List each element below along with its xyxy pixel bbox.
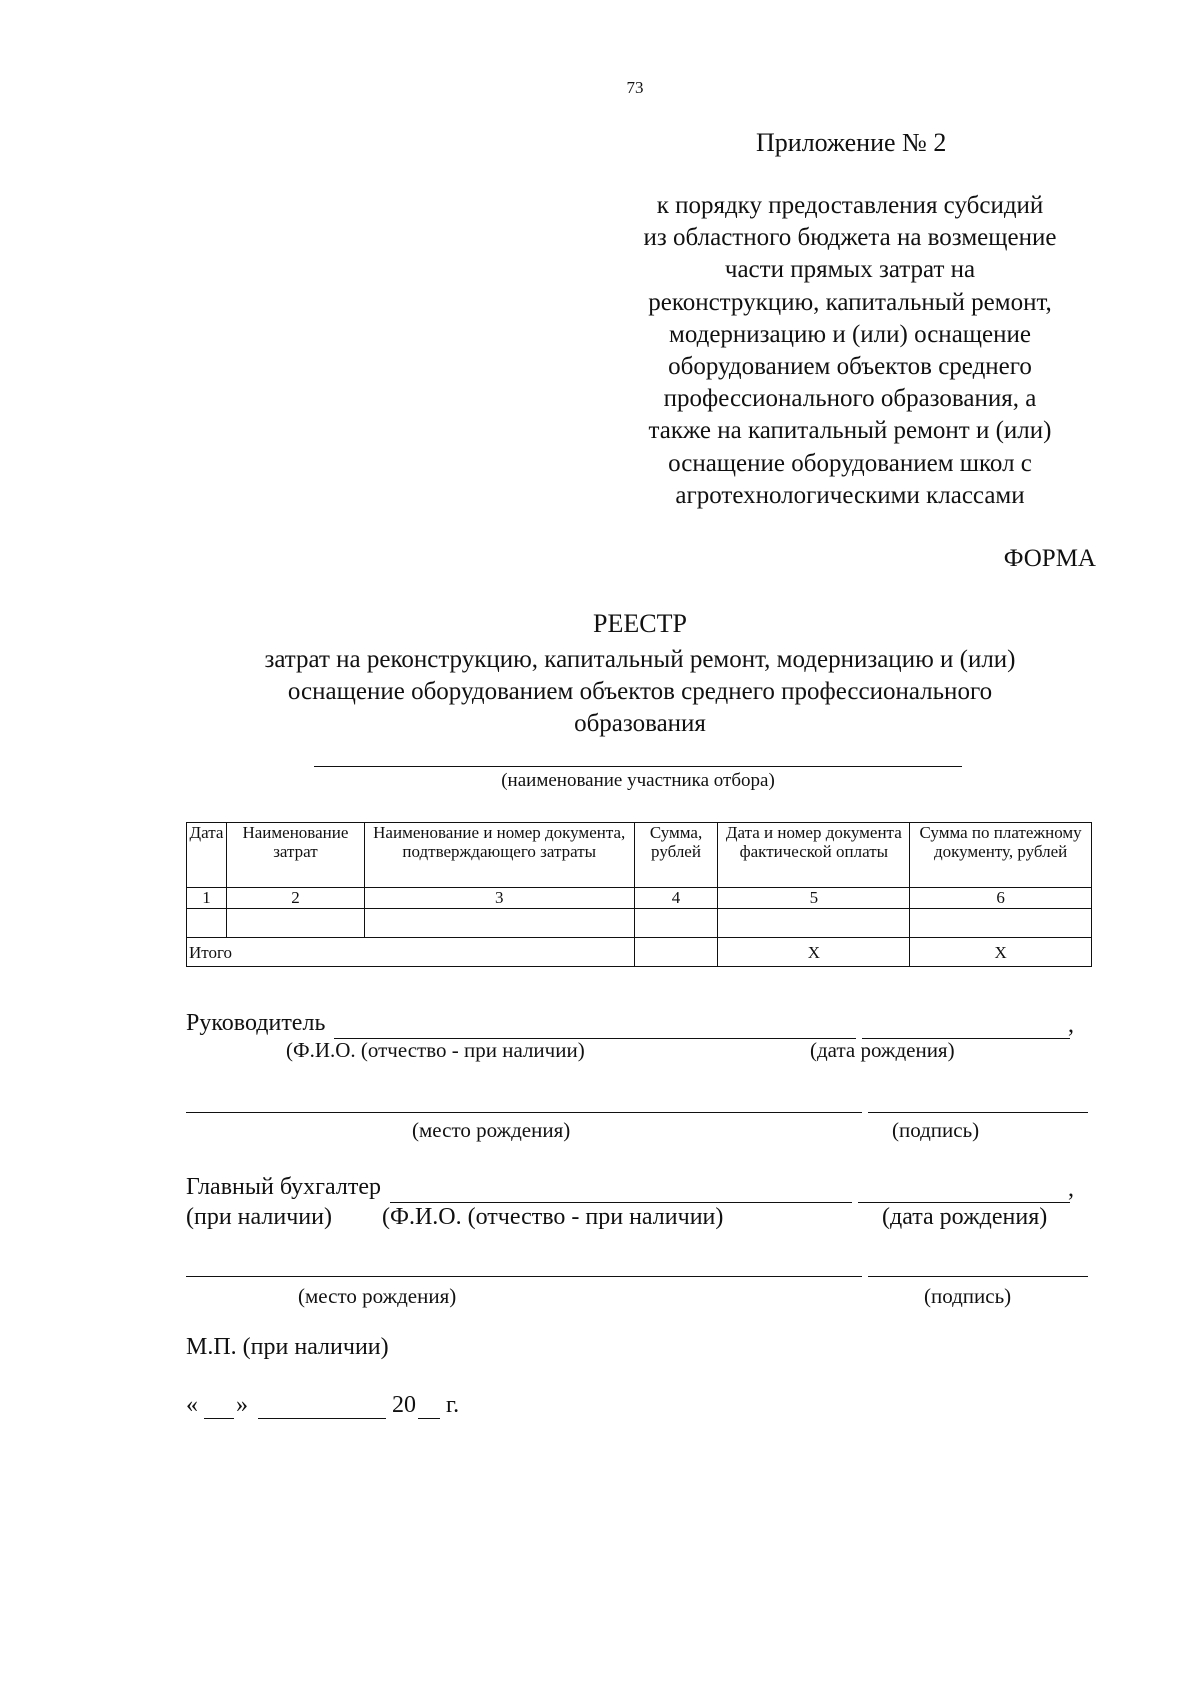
head-comma: ,	[1068, 1012, 1074, 1038]
registry-subtitle-line: образования	[574, 710, 706, 737]
table-cell[interactable]	[634, 909, 718, 938]
head-fio-caption: (Ф.И.О. (отчество - при наличии)	[286, 1038, 585, 1062]
appendix-line: оснащение оборудованием школ с	[668, 449, 1032, 477]
appendix-title: Приложение № 2	[756, 128, 947, 157]
appendix-line: модернизацию и (или) оснащение	[669, 320, 1031, 348]
appendix-line: к порядку предоставления субсидий	[656, 192, 1044, 219]
accountant-fio-caption: (Ф.И.О. (отчество - при наличии)	[382, 1204, 724, 1230]
appendix-description	[600, 190, 1100, 512]
total-payment-doc-cell: Х	[718, 938, 910, 967]
column-number: 6	[910, 888, 1092, 909]
table-cell[interactable]	[187, 909, 227, 938]
appendix-line: оборудованием объектов среднего	[668, 353, 1032, 381]
accountant-signature-line[interactable]	[868, 1276, 1088, 1277]
column-number: 2	[226, 888, 364, 909]
total-label: Итого	[187, 938, 635, 967]
table-total-row	[187, 938, 1092, 967]
registry-title: РЕЕСТР	[593, 609, 687, 638]
page-number: 73	[626, 78, 644, 97]
head-birthplace-caption: (место рождения)	[412, 1118, 571, 1142]
header-payment-amount: Сумма по платежному документу, рублей	[910, 823, 1092, 888]
head-signature-caption: (подпись)	[892, 1118, 980, 1142]
form-label: ФОРМА	[1003, 545, 1096, 572]
accountant-fio-line[interactable]	[390, 1202, 852, 1203]
date-close-quote: »	[236, 1392, 248, 1418]
table-row	[187, 909, 1092, 938]
table-cell[interactable]	[910, 909, 1092, 938]
appendix-line: профессионального образования, а	[663, 385, 1037, 413]
registry-subtitle	[160, 644, 1120, 740]
registry-subtitle-line: оснащение оборудованием объектов среднего профессионального	[287, 678, 993, 705]
participant-name-line[interactable]	[314, 766, 962, 767]
appendix-line: агротехнологическими классами	[675, 481, 1025, 509]
accountant-signature-caption: (подпись)	[924, 1284, 1012, 1308]
registry-table	[186, 822, 1092, 967]
header-document: Наименование и номер документа, подтверждающего затраты	[364, 823, 634, 888]
accountant-comma: ,	[1068, 1176, 1074, 1202]
column-number: 4	[634, 888, 718, 909]
appendix-line: также на капитальный ремонт и (или)	[648, 417, 1052, 445]
total-payment-amount-cell: Х	[910, 938, 1092, 967]
accountant-birthdate-line[interactable]	[858, 1202, 1070, 1203]
head-birthdate-caption: (дата рождения)	[810, 1038, 955, 1062]
total-amount-cell[interactable]	[634, 938, 718, 967]
registry-subtitle-line: затрат на реконструкцию, капитальный ремонт, модернизацию и (или)	[264, 646, 1016, 673]
accountant-optional-caption: (при наличии)	[186, 1204, 332, 1230]
date-open-quote: «	[186, 1392, 198, 1418]
table-cell[interactable]	[718, 909, 910, 938]
accountant-label: Главный бухгалтер	[186, 1174, 381, 1200]
column-number: 3	[364, 888, 634, 909]
accountant-birthplace-line[interactable]	[186, 1276, 862, 1277]
stamp-label: М.П. (при наличии)	[186, 1334, 389, 1360]
header-amount: Сумма, рублей	[634, 823, 718, 888]
head-signature-line[interactable]	[868, 1112, 1088, 1113]
header-date: Дата	[187, 823, 227, 888]
table-cell[interactable]	[364, 909, 634, 938]
date-day-line[interactable]	[204, 1418, 234, 1419]
accountant-birthplace-caption: (место рождения)	[298, 1284, 457, 1308]
date-month-line[interactable]	[258, 1418, 386, 1419]
head-birthplace-line[interactable]	[186, 1112, 862, 1113]
appendix-line: из областного бюджета на возмещение	[643, 224, 1057, 252]
table-number-row	[187, 888, 1092, 909]
date-year-line[interactable]	[418, 1418, 440, 1419]
column-number: 5	[718, 888, 910, 909]
table-header-row	[187, 823, 1092, 888]
appendix-line: части прямых затрат на	[724, 256, 976, 284]
appendix-line: реконструкцию, капитальный ремонт,	[648, 288, 1052, 316]
head-label: Руководитель	[186, 1010, 326, 1036]
participant-caption: (наименование участника отбора)	[501, 770, 775, 791]
header-payment-doc: Дата и номер документа фактической оплаты	[718, 823, 910, 888]
date-year-prefix: 20	[392, 1392, 416, 1418]
accountant-birthdate-caption: (дата рождения)	[882, 1204, 1048, 1230]
header-expense-name: Наименование затрат	[226, 823, 364, 888]
column-number: 1	[187, 888, 227, 909]
table-cell[interactable]	[226, 909, 364, 938]
date-year-suffix: г.	[446, 1392, 460, 1418]
